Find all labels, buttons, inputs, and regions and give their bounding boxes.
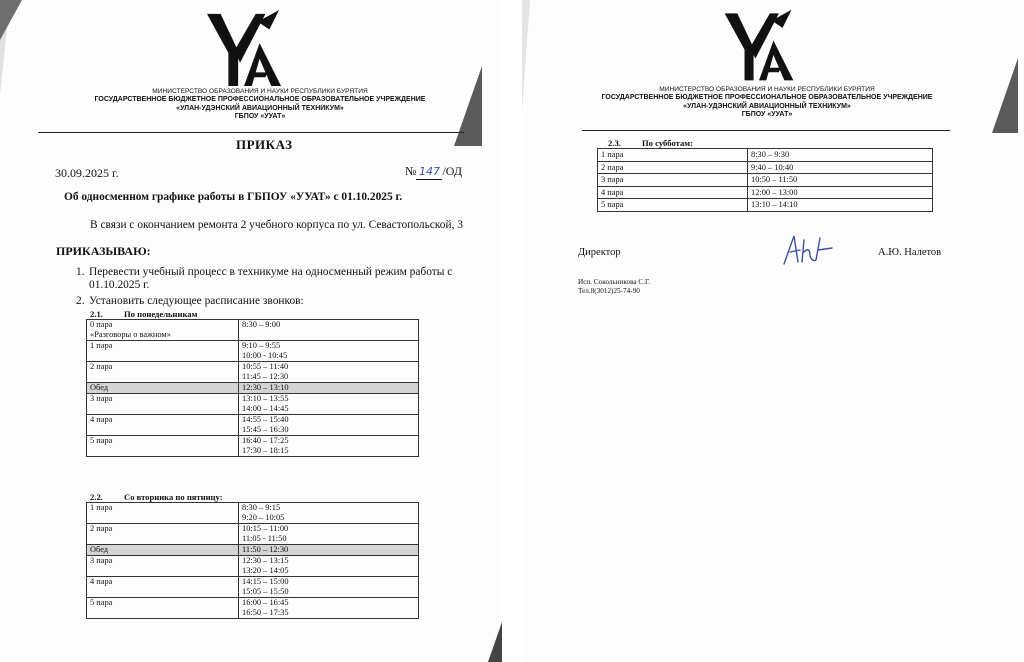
table-row <box>87 341 419 362</box>
time-range: 13:10 – 14:10 <box>751 200 798 209</box>
lesson-name: Обед <box>90 545 109 554</box>
table-row <box>87 577 419 598</box>
order-number <box>405 164 462 180</box>
header-divider <box>38 132 464 133</box>
lesson-name: 5 пара <box>90 436 113 445</box>
lunch-row <box>87 383 419 394</box>
time-cell <box>239 341 419 362</box>
order-date: 30.09.2025 г. <box>55 166 119 180</box>
lesson-name-cell <box>87 415 239 436</box>
lesson-name: 4 пара <box>90 577 113 586</box>
section-heading-saturday <box>608 138 693 148</box>
lesson-name-cell <box>87 545 239 556</box>
lunch-row <box>87 545 419 556</box>
time-range: 12:00 – 13:00 <box>751 187 798 197</box>
time-range: 9:40 – 10:40 <box>751 162 794 172</box>
lesson-name-cell <box>87 524 239 545</box>
table-row <box>87 415 419 436</box>
time-range: 10:00 - 10:45 <box>242 351 288 360</box>
order-item-text: Перевести учебный процесс в техникуме на односменный режим работы с 01.10.2025 г. <box>89 266 453 291</box>
document-page-2 <box>522 0 1024 662</box>
lesson-name-cell <box>87 503 239 524</box>
institution-name: «УЛАН-УДЭНСКИЙ АВИАЦИОННЫЙ ТЕХНИКУМ» <box>176 104 344 112</box>
lesson-subtitle: «Разговоры о важном» <box>90 330 171 339</box>
scan-shadow <box>488 622 502 662</box>
table-row <box>598 186 933 199</box>
executor-info <box>578 278 650 296</box>
time-range: 12:30 – 13:15 <box>242 556 289 565</box>
lesson-name: 1 пара <box>90 503 113 512</box>
time-range: 11:45 – 12:30 <box>242 372 289 381</box>
table-row <box>598 199 933 212</box>
time-range: 10:15 – 11:00 <box>242 524 289 533</box>
lesson-name-cell <box>598 186 748 199</box>
order-title: ПРИКАЗ <box>236 137 293 152</box>
table-row <box>87 362 419 383</box>
time-range: 14:00 – 14:45 <box>242 404 289 413</box>
college-logo <box>722 8 796 84</box>
lesson-name: 4 пара <box>601 187 624 197</box>
time-cell <box>748 149 933 162</box>
schedule-table-tue-fri <box>86 502 419 619</box>
institution-header <box>562 86 972 120</box>
time-range: 16:00 – 16:45 <box>242 598 289 607</box>
number-suffix: /ОД <box>442 164 463 178</box>
table-row <box>87 320 419 341</box>
time-cell <box>239 556 419 577</box>
lesson-name: 0 пара <box>90 320 113 329</box>
lesson-name: 1 пара <box>601 150 624 159</box>
lesson-name: 2 пара <box>601 162 624 172</box>
lesson-name: 5 пара <box>90 598 113 607</box>
time-range: 17:30 – 18:15 <box>242 446 289 455</box>
section-number: 2.1. <box>90 309 103 319</box>
lesson-name-cell <box>87 362 239 383</box>
table-row <box>598 161 933 174</box>
scan-shadow <box>0 0 22 40</box>
lesson-name: Обед <box>90 383 109 392</box>
executor-name: Исп. Сокольникова С.Г. <box>578 278 651 286</box>
time-range: 15:05 – 15:50 <box>242 587 289 596</box>
lesson-name-cell <box>87 556 239 577</box>
time-range: 14:15 – 15:00 <box>242 577 289 586</box>
scan-shadow <box>522 0 530 110</box>
section-title: По понедельникам <box>124 309 198 319</box>
lesson-name: 3 пара <box>601 175 624 184</box>
number-handwritten: 147 <box>418 165 440 178</box>
time-range: 11:05 - 11:50 <box>242 534 287 543</box>
time-range: 16:50 – 17:35 <box>242 608 289 617</box>
institution-short-name: ГБПОУ «УУАТ» <box>234 113 286 121</box>
time-cell <box>239 415 419 436</box>
lesson-name-cell <box>598 149 748 162</box>
time-range: 13:10 – 13:55 <box>242 394 289 403</box>
lesson-name: 4 пара <box>90 415 113 424</box>
section-title: Со вторника по пятницу: <box>124 492 223 502</box>
section-number: 2.3. <box>608 138 621 148</box>
lesson-name-cell <box>87 320 239 341</box>
time-range: 8:30 – 9:00 <box>242 320 281 329</box>
time-cell <box>239 524 419 545</box>
lesson-name-cell <box>87 394 239 415</box>
order-subject: Об односменном графике работы в ГБПОУ «УУАТ» с 01.10.2025 г. <box>64 191 403 203</box>
lesson-name-cell <box>87 436 239 457</box>
time-cell <box>748 161 933 174</box>
time-range: 10:55 – 11:40 <box>242 362 289 371</box>
lesson-name: 5 пара <box>601 200 624 209</box>
lesson-name-cell <box>87 383 239 394</box>
institution-short-name: ГБПОУ «УУАТ» <box>741 111 793 119</box>
lesson-name-cell <box>598 174 748 187</box>
time-cell <box>748 186 933 199</box>
orders-word: ПРИКАЗЫВАЮ: <box>56 244 151 258</box>
document-page-1 <box>0 0 502 662</box>
institution-type: ГОСУДАРСТВЕННОЕ БЮДЖЕТНОЕ ПРОФЕССИОНАЛЬНОЕ ОБРАЗОВАТЕЛЬНОЕ УЧРЕЖДЕНИЕ <box>601 94 933 102</box>
header-divider <box>582 130 950 131</box>
institution-type: ГОСУДАРСТВЕННОЕ БЮДЖЕТНОЕ ПРОФЕССИОНАЛЬНОЕ ОБРАЗОВАТЕЛЬНОЕ УЧРЕЖДЕНИЕ <box>94 96 426 104</box>
schedule-table-monday <box>86 319 419 457</box>
lesson-name-cell <box>87 598 239 619</box>
lesson-name-cell <box>87 577 239 598</box>
time-range: 8:30 – 9:15 <box>242 503 281 512</box>
section-number: 2.2. <box>90 492 103 502</box>
college-logo <box>205 8 283 90</box>
time-cell <box>748 199 933 212</box>
table-row <box>598 149 933 162</box>
time-range: 13:20 – 14:05 <box>242 566 289 575</box>
lesson-name-cell <box>598 161 748 174</box>
schedule-table-saturday <box>597 148 933 212</box>
table-row <box>598 174 933 187</box>
time-cell <box>239 545 419 556</box>
institution-name: «УЛАН-УДЭНСКИЙ АВИАЦИОННЫЙ ТЕХНИКУМ» <box>683 102 851 110</box>
table-row <box>87 556 419 577</box>
time-cell <box>748 174 933 187</box>
signer-name: А.Ю. Налетов <box>878 247 942 258</box>
order-item <box>76 266 486 291</box>
section-heading-tue-fri <box>90 492 223 502</box>
order-item-number: 2. <box>76 295 85 307</box>
time-range: 9:20 – 10:05 <box>242 513 285 522</box>
table-row <box>87 436 419 457</box>
table-row <box>87 503 419 524</box>
time-cell <box>239 503 419 524</box>
lesson-name: 1 пара <box>90 341 113 350</box>
table-row <box>87 598 419 619</box>
time-cell <box>239 394 419 415</box>
lesson-name-cell <box>87 341 239 362</box>
signer-position: Директор <box>578 247 621 258</box>
lesson-name: 3 пара <box>90 394 113 403</box>
time-range: 9:10 – 9:55 <box>242 341 281 350</box>
time-cell <box>239 362 419 383</box>
institution-header <box>40 88 480 122</box>
lesson-name: 2 пара <box>90 524 113 533</box>
table-row <box>87 394 419 415</box>
section-title: По субботам: <box>642 138 694 148</box>
number-prefix: № <box>405 164 417 178</box>
executor-phone: Тел.8(3012)25-74-90 <box>578 287 640 295</box>
ministry-name: МИНИСТЕРСТВО ОБРАЗОВАНИЯ И НАУКИ РЕСПУБЛИКИ БУРЯТИЯ <box>152 88 368 95</box>
order-item-text: Установить следующее расписание звонков: <box>89 295 304 307</box>
time-cell <box>239 436 419 457</box>
time-cell <box>239 383 419 394</box>
time-range: 12:30 – 13:10 <box>242 383 289 392</box>
lesson-name-cell <box>598 199 748 212</box>
time-range: 16:40 – 17:25 <box>242 436 289 445</box>
time-range: 11:50 – 12:30 <box>242 545 289 554</box>
table-row <box>87 524 419 545</box>
time-range: 14:55 – 15:40 <box>242 415 289 424</box>
lesson-name: 2 пара <box>90 362 113 371</box>
time-cell <box>239 598 419 619</box>
time-range: 10:50 – 11:50 <box>751 175 798 184</box>
handwritten-signature <box>780 232 836 268</box>
section-heading-monday <box>90 309 197 319</box>
order-intro: В связи с окончанием ремонта 2 учебного корпуса по ул. Севастопольской, 3 <box>90 219 463 231</box>
time-cell <box>239 320 419 341</box>
time-cell <box>239 577 419 598</box>
lesson-name: 3 пара <box>90 556 113 565</box>
time-range: 15:45 – 16:30 <box>242 425 289 434</box>
ministry-name: МИНИСТЕРСТВО ОБРАЗОВАНИЯ И НАУКИ РЕСПУБЛИКИ БУРЯТИЯ <box>659 86 875 93</box>
order-item <box>76 295 486 308</box>
time-range: 8:30 – 9:30 <box>751 150 790 159</box>
scan-shadow <box>992 58 1018 133</box>
order-item-number: 1. <box>76 266 85 278</box>
